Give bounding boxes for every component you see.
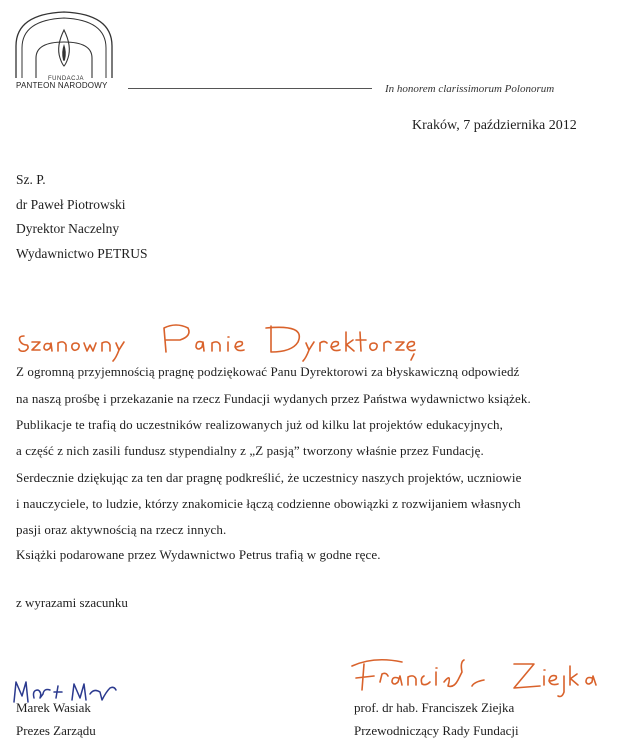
- closing-phrase: z wyrazami szacunku: [16, 595, 128, 610]
- handwritten-salutation: [16, 318, 416, 368]
- left-signatory-title: Prezes Zarządu: [16, 723, 96, 738]
- right-signatory-name: prof. dr hab. Franciszek Ziejka: [354, 700, 515, 715]
- right-signature: [344, 652, 604, 700]
- recipient-line: dr Paweł Piotrowski: [16, 197, 126, 212]
- recipient-line: Sz. P.: [16, 172, 46, 187]
- letter-date: Kraków, 7 października 2012: [412, 118, 577, 133]
- header-divider: [128, 88, 372, 89]
- logo-caption-small: FUNDACJA: [48, 76, 85, 82]
- body-line: a część z nich zasili fundusz stypendialny z „Z pasją” tworzony właśnie przez Fundację.: [16, 443, 484, 458]
- header-motto: In honorem clarissimorum Polonorum: [385, 83, 555, 95]
- recipient-line: Dyrektor Naczelny: [16, 221, 120, 236]
- body-line: Książki podarowane przez Wydawnictwo Petrus trafią w godne ręce.: [16, 547, 381, 562]
- body-line: na naszą prośbę i przekazanie na rzecz Fundacji wydanych przez Państwa wydawnictwo książek.: [16, 391, 531, 406]
- body-line: i nauczyciele, to ludzie, którzy znakomicie łączą codzienne obowiązki z rozwijaniem własnych: [16, 496, 521, 511]
- left-signatory-name: Marek Wasiak: [16, 700, 91, 715]
- body-line: Serdecznie dziękując za ten dar pragnę podkreślić, że uczestnicy naszych projektów, uczniowie: [16, 470, 522, 485]
- body-line: Publikacje te trafią do uczestników realizowanych już od kilku lat projektów edukacyjnych,: [16, 417, 503, 432]
- body-line: Z ogromną przyjemnością pragnę podziękować Panu Dyrektorowi za błyskawiczną odpowiedź: [16, 364, 520, 379]
- body-line: pasji oraz aktywnością na rzecz innych.: [16, 522, 227, 537]
- recipient-line: Wydawnictwo PETRUS: [16, 246, 148, 261]
- right-signatory-title: Przewodniczący Rady Fundacji: [354, 723, 519, 738]
- logo-caption-name: PANTEON NARODOWY: [16, 81, 108, 90]
